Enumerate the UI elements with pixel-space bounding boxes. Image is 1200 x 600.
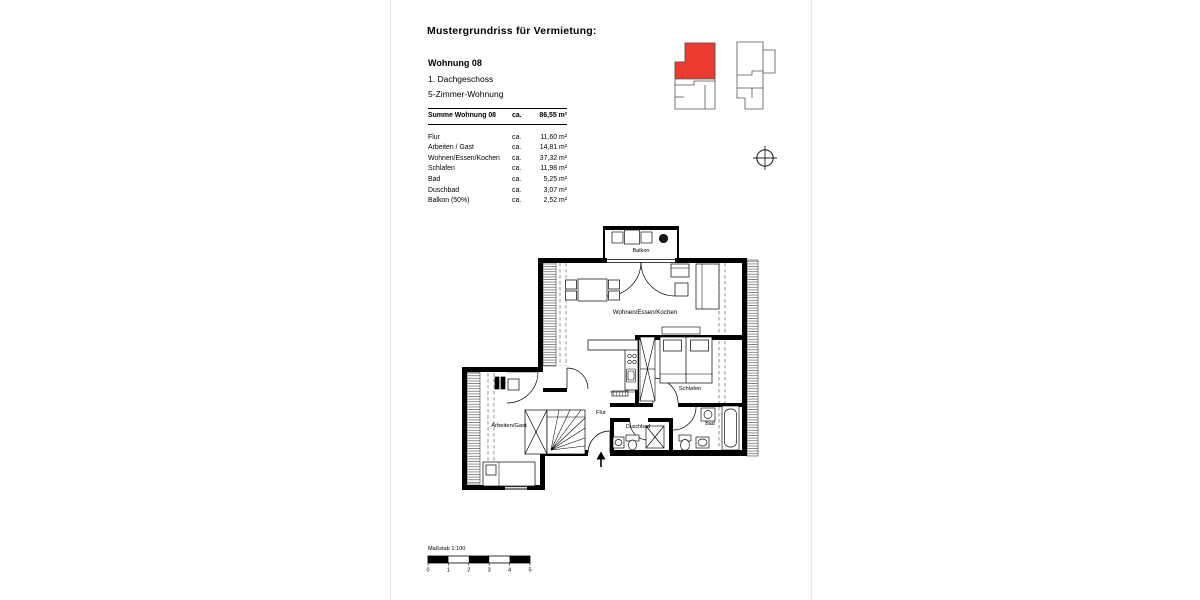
sink-icon [696,437,709,448]
north-indicator [753,146,777,170]
row-approx: ca. [512,154,522,162]
cabinet-icon [508,379,519,390]
room-label-duschbad: Duschbad [625,424,651,430]
bathroom-fixtures [679,406,739,451]
room-label-balkon: Balkon [632,248,650,254]
scale-tick: 2 [467,567,471,574]
wardrobe-icon [501,377,505,389]
stairs [525,410,585,454]
summary-approx: ca. [512,111,522,119]
row-label: Wohnen/Essen/Kochen [428,154,500,162]
scale-tick: 3 [487,567,491,574]
wardrobe-icon [640,337,655,401]
apartment-name: Wohnung 08 [428,58,482,68]
row-approx: ca. [512,186,522,194]
apartment-floor: 1. Dachgeschoss [428,74,494,84]
toilet-icon [679,435,691,451]
balcony-furniture [612,230,668,244]
kitchen-unit [588,340,638,390]
row-value: 14,81 m² [539,144,567,152]
scale-tick: 5 [528,567,532,574]
sink-icon [613,437,624,448]
building-locator [675,42,775,109]
row-approx: ca. [512,144,522,152]
summary-label: Summe Wohnung 08 [428,111,497,119]
room-label-schlafen: Schlafen [678,386,702,392]
room-label-bad: Bad [705,421,715,427]
row-value: 5,25 m² [543,175,567,183]
scale-label: Maßstab 1:100 [428,546,466,552]
scale-ticks [426,568,531,574]
bathtub-icon [722,406,739,450]
scale-bar [426,546,531,574]
plant-icon [659,234,667,242]
row-value: 3,07 m² [543,186,567,194]
row-label: Schlafen [428,165,455,173]
row-label: Bad [428,175,441,183]
row-label: Balkon (50%) [428,197,470,205]
page-title: Mustergrundriss für Vermietung: [427,25,597,37]
locator-unit-highlight [675,43,715,79]
locator-building-left [675,43,715,109]
row-approx: ca. [512,175,522,183]
locator-building-right [737,42,775,109]
double-bed [660,337,712,383]
row-value: 11,60 m² [540,133,567,141]
scale-tick: 0 [426,567,430,574]
row-approx: ca. [512,165,522,173]
washing-machine-icon [701,408,715,421]
coffee-table [675,283,688,296]
scale-tick: 4 [508,567,512,574]
scale-tick: 1 [446,567,450,574]
row-value: 11,98 m² [540,165,567,173]
row-label: Duschbad [428,186,460,194]
row-label: Flur [428,133,440,141]
sideboard [662,327,700,334]
room-label-flur: Flur [596,410,606,416]
row-approx: ca. [512,133,522,141]
row-approx: ca. [512,197,522,205]
kitchen-sink-icon [627,369,636,382]
dining-set [566,279,620,301]
toilet-icon [626,435,639,450]
row-label: Arbeiten / Gast [428,144,474,152]
entrance-arrow-icon [597,452,606,468]
apartment-type: 5-Zimmer-Wohnung [428,89,504,99]
room-label-arbeiten: Arbeiten/Gast [491,423,527,429]
row-value: 37,32 m² [539,154,567,162]
single-bed [483,462,535,486]
summary-value: 86,55 m² [539,111,567,119]
room-label-wohnen: Wohnen/Essen/Kochen [612,309,678,316]
floor-plan [462,226,758,490]
row-value: 2,52 m² [543,197,567,205]
sofa-set [671,264,719,309]
wardrobe-icon [495,377,499,389]
